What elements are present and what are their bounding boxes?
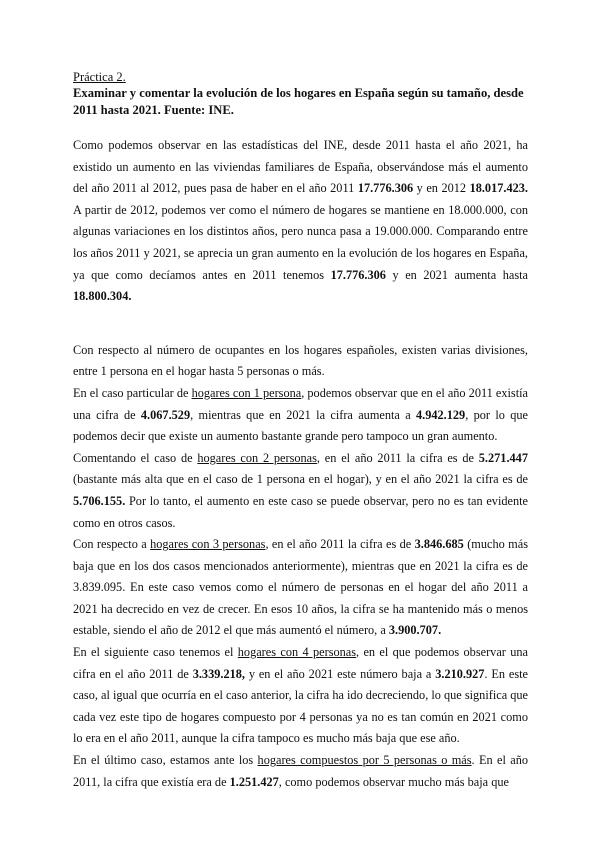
figure: 4.942.129	[416, 407, 466, 422]
figure: 3.210.927	[435, 666, 485, 681]
category-label: hogares con 4 personas	[237, 645, 357, 660]
text: Con respecto al número de ocupantes en los hogares españoles, existen varias divisiones, entre 1 persona en el hogar hasta 5 personas o más.	[73, 342, 528, 379]
figure: 5.271.447	[478, 450, 528, 465]
paragraph-4-persons	[73, 642, 528, 750]
text: (bastante más alta que en el caso de 1 persona en el hogar), y en el año 2021 la cifra es de	[73, 472, 528, 487]
figure: 1.251.427	[229, 774, 279, 789]
paragraph-occupants-intro	[73, 340, 528, 383]
paragraph-2-persons	[73, 448, 528, 534]
category-label: hogares con 3 personas	[150, 537, 266, 552]
paragraph-1-person	[73, 383, 528, 448]
figure: 18.017.423.	[469, 181, 528, 196]
text: , en el año 2011 la cifra es de	[316, 450, 479, 465]
text: y en 2012	[413, 181, 470, 196]
figure: 17.776.306	[357, 181, 414, 196]
text: En el último caso, estamos ante los	[73, 753, 258, 768]
figure: 3.339.218,	[192, 666, 245, 681]
text: Con respecto a	[73, 537, 151, 552]
category-label: hogares con 2 personas	[197, 450, 317, 465]
text: Por lo tanto, el aumento en este caso se puede observar, pero no es tan evidente como en otros casos.	[73, 493, 528, 530]
category-label: hogares compuestos por 5 personas o más	[257, 753, 472, 768]
practice-label: Práctica 2.	[73, 70, 126, 84]
text: , podemos observar que en el año 2011 existía una cifra de	[73, 385, 529, 422]
figure: 4.067.529	[140, 407, 191, 422]
text: y en el año 2021 este número baja a	[244, 666, 436, 681]
text: Como podemos observar en las estadísticas del INE, desde 2011 hasta el año 2021, ha existido un aumento en las viviendas familiares de España, observándose más el aumento del año 2011 al 2012, pues pasa de haber en el año 2011	[73, 138, 528, 196]
figure: 5.706.155.	[73, 493, 126, 508]
text: En el caso particular de	[73, 385, 192, 400]
text: , en el año 2011 la cifra es de	[265, 537, 415, 552]
text: . En este caso, al igual que ocurría en el caso anterior, la cifra ha ido decreciendo, lo que significa que cada vez este tipo de hogares compuesto por 4 personas ya no es tan común en 2021 como lo era en el año 2011, aunque la cifra tampoco es mucho más baja que ese año.	[73, 666, 528, 746]
text: , por lo que podemos decir que existe un aumento bastante grande pero tampoco un gran aumento.	[73, 407, 529, 444]
text: A partir de 2012, podemos ver como el número de hogares se mantiene en 18.000.000, con algunas variaciones en los distintos años, pero nunca pasa a 19.000.000. Comparando entre los años 2011 y 2021, se aprecia un gran aumento en la evolución de los hogares en España, ya que como decíamos antes en 2011 tenemos	[73, 202, 528, 282]
text: y en 2021 aumenta hasta	[385, 267, 529, 282]
paragraph-5-plus-persons	[73, 750, 528, 793]
document-title: Examinar y comentar la evolución de los hogares en España según su tamaño, desde 2011 hasta 2021. Fuente: INE.	[73, 86, 524, 117]
text: En el siguiente caso tenemos el	[73, 645, 238, 660]
text: , como podemos observar mucho más baja que	[278, 774, 509, 789]
text: (mucho más baja que en los dos casos mencionados anteriormente), mientras que en 2021 la cifra es de 3.839.095. En este caso vemos como el número de personas en el hogar del año 2011 a 2021 ha decrecido en vez de crecer. En esos 10 años, la cifra se ha mantenido más o menos estable, siendo el año de 2012 el que más aumentó el número, a	[73, 537, 528, 638]
figure: 18.800.304.	[73, 289, 132, 304]
paragraph-total-households	[73, 135, 528, 308]
category-label: hogares con 1 persona	[191, 385, 302, 400]
text: . En el año 2011, la cifra que existía era de	[73, 753, 528, 789]
paragraph-3-persons	[73, 534, 528, 642]
figure: 17.776.306	[330, 267, 386, 282]
text: , en el que podemos observar una cifra en el año 2011 de	[73, 645, 528, 681]
text: Comentando el caso de	[73, 450, 198, 465]
figure: 3.900.707.	[388, 623, 442, 638]
document-page	[73, 70, 528, 793]
text: , mientras que en 2021 la cifra aumenta a	[190, 407, 417, 422]
figure: 3.846.685	[414, 537, 464, 552]
